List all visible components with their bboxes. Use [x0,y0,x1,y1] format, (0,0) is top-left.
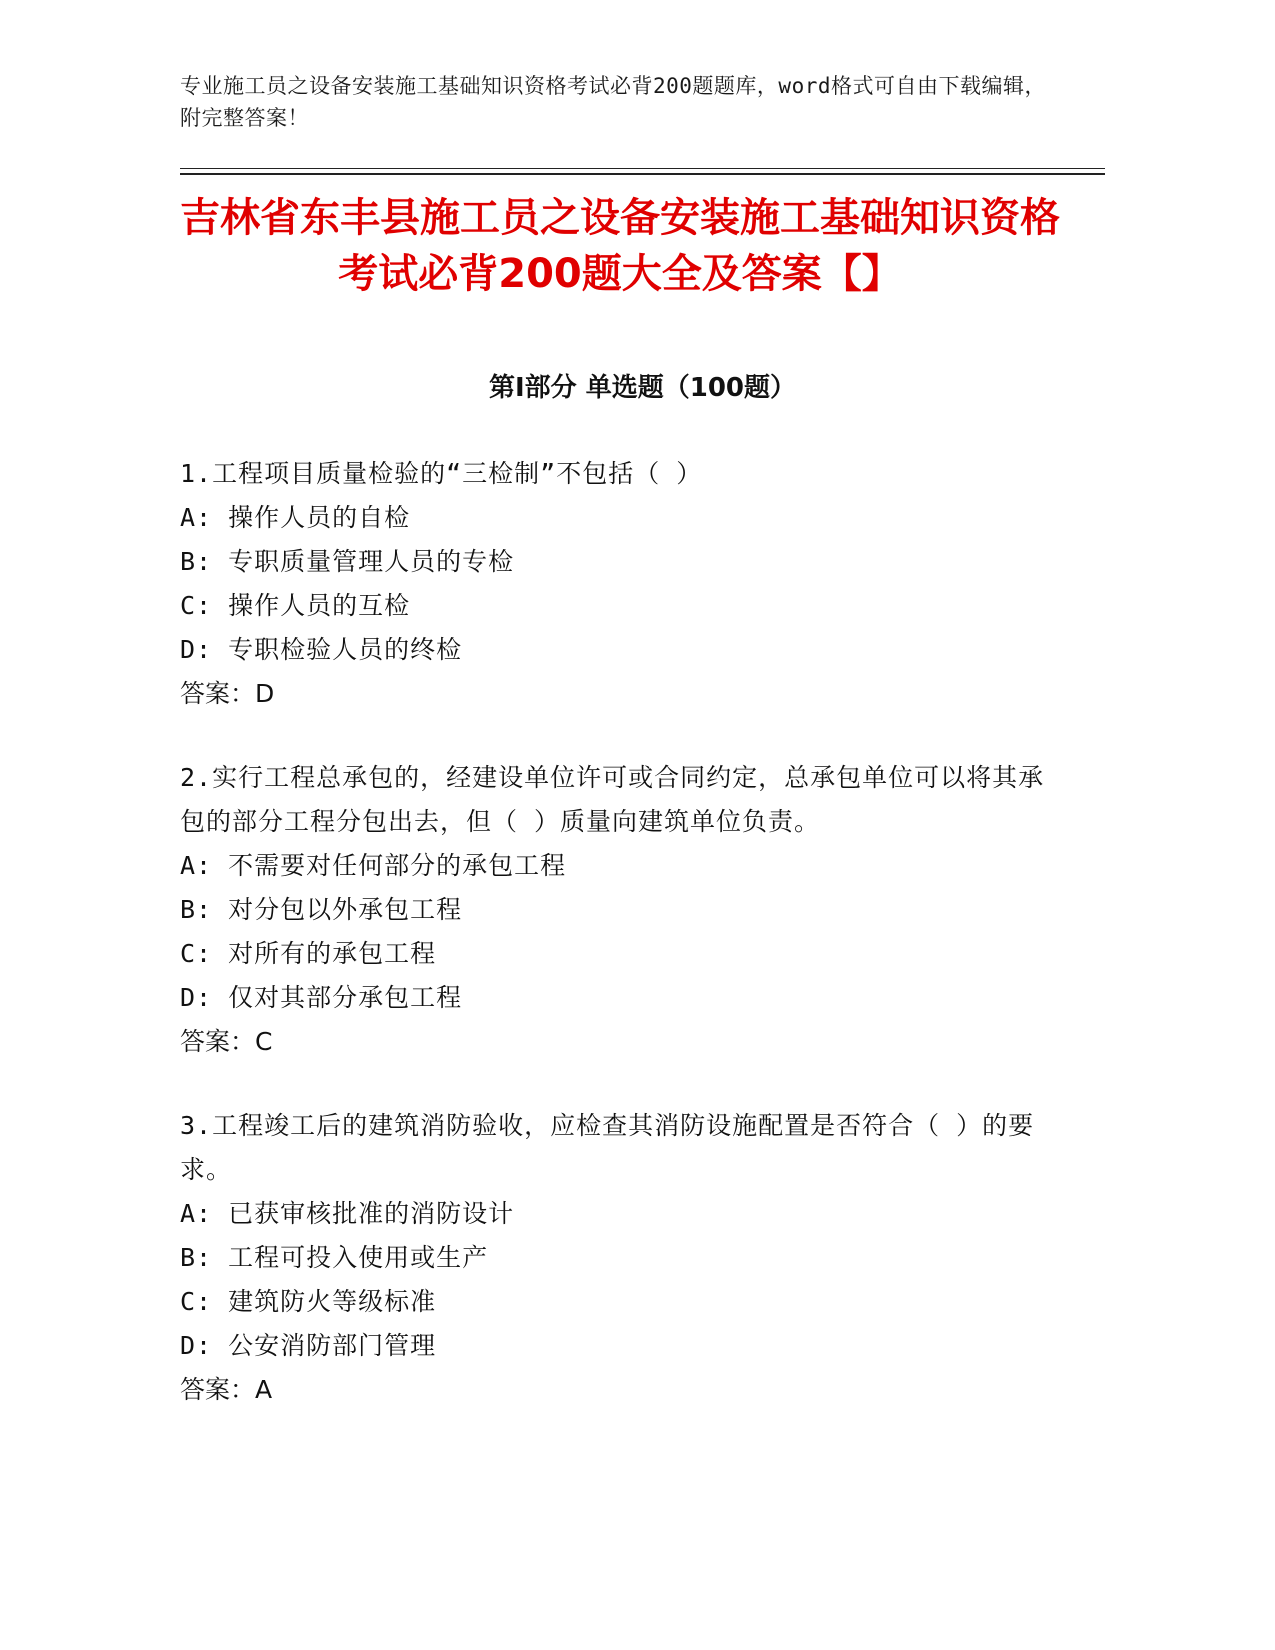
question-text: 3.工程竣工后的建筑消防验收，应检查其消防设施配置是否符合（ ）的要求。 [180,1111,1035,1184]
option-b: B: 工程可投入使用或生产 [180,1243,489,1272]
option-c: C: 操作人员的互检 [180,591,411,620]
question-list [180,452,1060,1452]
answer-line: 答案：C [180,1027,273,1056]
section-heading: 第Ⅰ部分 单选题（100题） [489,373,796,403]
option-c: C: 对所有的承包工程 [180,939,437,968]
option-b: B: 对分包以外承包工程 [180,895,463,924]
question-text: 2.实行工程总承包的，经建设单位许可或合同约定，总承包单位可以将其承包的部分工程分包出去，但（ ）质量向建筑单位负责。 [180,763,1045,836]
option-b: B: 专职质量管理人员的专检 [180,547,515,576]
option-c: C: 建筑防火等级标准 [180,1287,437,1316]
question-item [180,452,1060,716]
option-d: D: 专职检验人员的终检 [180,635,463,664]
option-d: D: 仅对其部分承包工程 [180,983,463,1012]
question-text: 1.工程项目质量检验的“三检制”不包括（ ） [180,459,703,488]
option-a: A: 操作人员的自检 [180,503,411,532]
document-title: 吉林省东丰县施工员之设备安装施工基础知识资格考试必背200题大全及答案【】 [180,195,1060,297]
question-item [180,1104,1060,1412]
header-note: 专业施工员之设备安装施工基础知识资格考试必背200题题库，word格式可自由下载编辑，附完整答案！ [180,74,1046,130]
answer-line: 答案：D [180,679,275,708]
option-d: D: 公安消防部门管理 [180,1331,437,1360]
answer-line: 答案：A [180,1375,273,1404]
question-item [180,756,1060,1064]
header-divider-thick [180,173,1105,175]
option-a: A: 已获审核批准的消防设计 [180,1199,515,1228]
header-divider-thin [180,168,1105,169]
option-a: A: 不需要对任何部分的承包工程 [180,851,567,880]
